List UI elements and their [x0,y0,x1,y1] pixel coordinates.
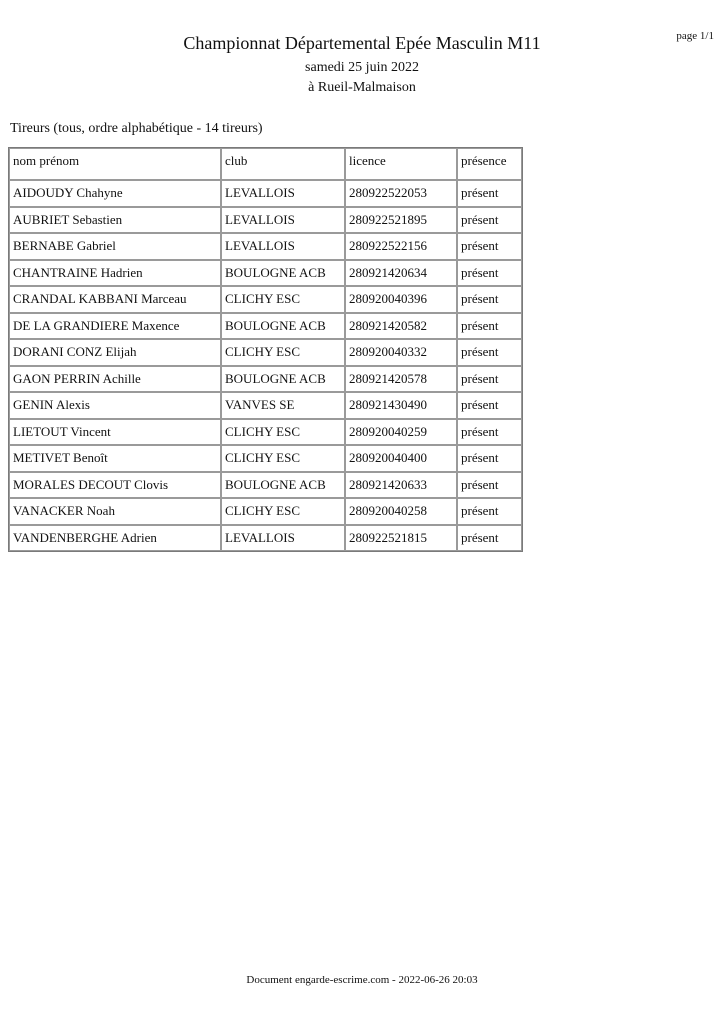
table-row [9,207,522,234]
cell-club: BOULOGNE ACB [221,472,345,499]
cell-club: BOULOGNE ACB [221,260,345,287]
column-header-licence: licence [345,148,457,180]
cell-club: LEVALLOIS [221,207,345,234]
cell-licence: 280920040258 [345,498,457,525]
cell-presence: présent [457,392,522,419]
cell-presence: présent [457,445,522,472]
cell-licence: 280921420582 [345,313,457,340]
table-row [9,260,522,287]
cell-licence: 280920040396 [345,286,457,313]
cell-presence: présent [457,180,522,207]
cell-licence: 280921420578 [345,366,457,393]
column-header-presence: présence [457,148,522,180]
table-row [9,445,522,472]
cell-presence: présent [457,339,522,366]
section-heading: Tireurs (tous, ordre alphabétique - 14 tireurs) [10,121,263,136]
cell-presence: présent [457,260,522,287]
cell-name: DE LA GRANDIERE Maxence [9,313,221,340]
cell-licence: 280922521895 [345,207,457,234]
table-row [9,313,522,340]
cell-name: BERNABE Gabriel [9,233,221,260]
cell-name: AIDOUDY Chahyne [9,180,221,207]
table-row [9,339,522,366]
table-row [9,180,522,207]
table-header-row [9,148,522,180]
table-row [9,286,522,313]
table-row [9,472,522,499]
cell-club: CLICHY ESC [221,286,345,313]
cell-presence: présent [457,498,522,525]
cell-licence: 280920040400 [345,445,457,472]
cell-club: CLICHY ESC [221,498,345,525]
cell-presence: présent [457,419,522,446]
cell-club: LEVALLOIS [221,233,345,260]
table-row [9,525,522,552]
column-header-name: nom prénom [9,148,221,180]
cell-name: METIVET Benoît [9,445,221,472]
cell-presence: présent [457,313,522,340]
cell-club: VANVES SE [221,392,345,419]
cell-name: CHANTRAINE Hadrien [9,260,221,287]
cell-licence: 280920040332 [345,339,457,366]
cell-club: LEVALLOIS [221,180,345,207]
table-body [9,180,522,551]
cell-presence: présent [457,286,522,313]
cell-club: CLICHY ESC [221,339,345,366]
cell-presence: présent [457,525,522,552]
cell-name: VANACKER Noah [9,498,221,525]
cell-name: VANDENBERGHE Adrien [9,525,221,552]
cell-name: MORALES DECOUT Clovis [9,472,221,499]
cell-club: BOULOGNE ACB [221,366,345,393]
cell-licence: 280921430490 [345,392,457,419]
cell-presence: présent [457,233,522,260]
cell-name: DORANI CONZ Elijah [9,339,221,366]
event-location: à Rueil-Malmaison [308,80,416,95]
cell-presence: présent [457,366,522,393]
cell-licence: 280920040259 [345,419,457,446]
page-title: Championnat Départemental Epée Masculin M11 [183,33,541,53]
cell-club: LEVALLOIS [221,525,345,552]
cell-name: GENIN Alexis [9,392,221,419]
table-row [9,366,522,393]
cell-presence: présent [457,207,522,234]
cell-licence: 280921420634 [345,260,457,287]
cell-licence: 280921420633 [345,472,457,499]
cell-name: GAON PERRIN Achille [9,366,221,393]
table-row [9,233,522,260]
table-row [9,419,522,446]
cell-licence: 280922522156 [345,233,457,260]
cell-name: LIETOUT Vincent [9,419,221,446]
table-row [9,392,522,419]
event-date: samedi 25 juin 2022 [305,60,419,75]
cell-licence: 280922522053 [345,180,457,207]
shooters-table [8,147,523,552]
cell-name: CRANDAL KABBANI Marceau [9,286,221,313]
cell-name: AUBRIET Sebastien [9,207,221,234]
cell-presence: présent [457,472,522,499]
footer-text: Document engarde-escrime.com - 2022-06-26 20:03 [246,974,478,986]
page-number: page 1/1 [676,30,714,42]
column-header-club: club [221,148,345,180]
table-row [9,498,522,525]
cell-licence: 280922521815 [345,525,457,552]
cell-club: CLICHY ESC [221,419,345,446]
cell-club: CLICHY ESC [221,445,345,472]
cell-club: BOULOGNE ACB [221,313,345,340]
